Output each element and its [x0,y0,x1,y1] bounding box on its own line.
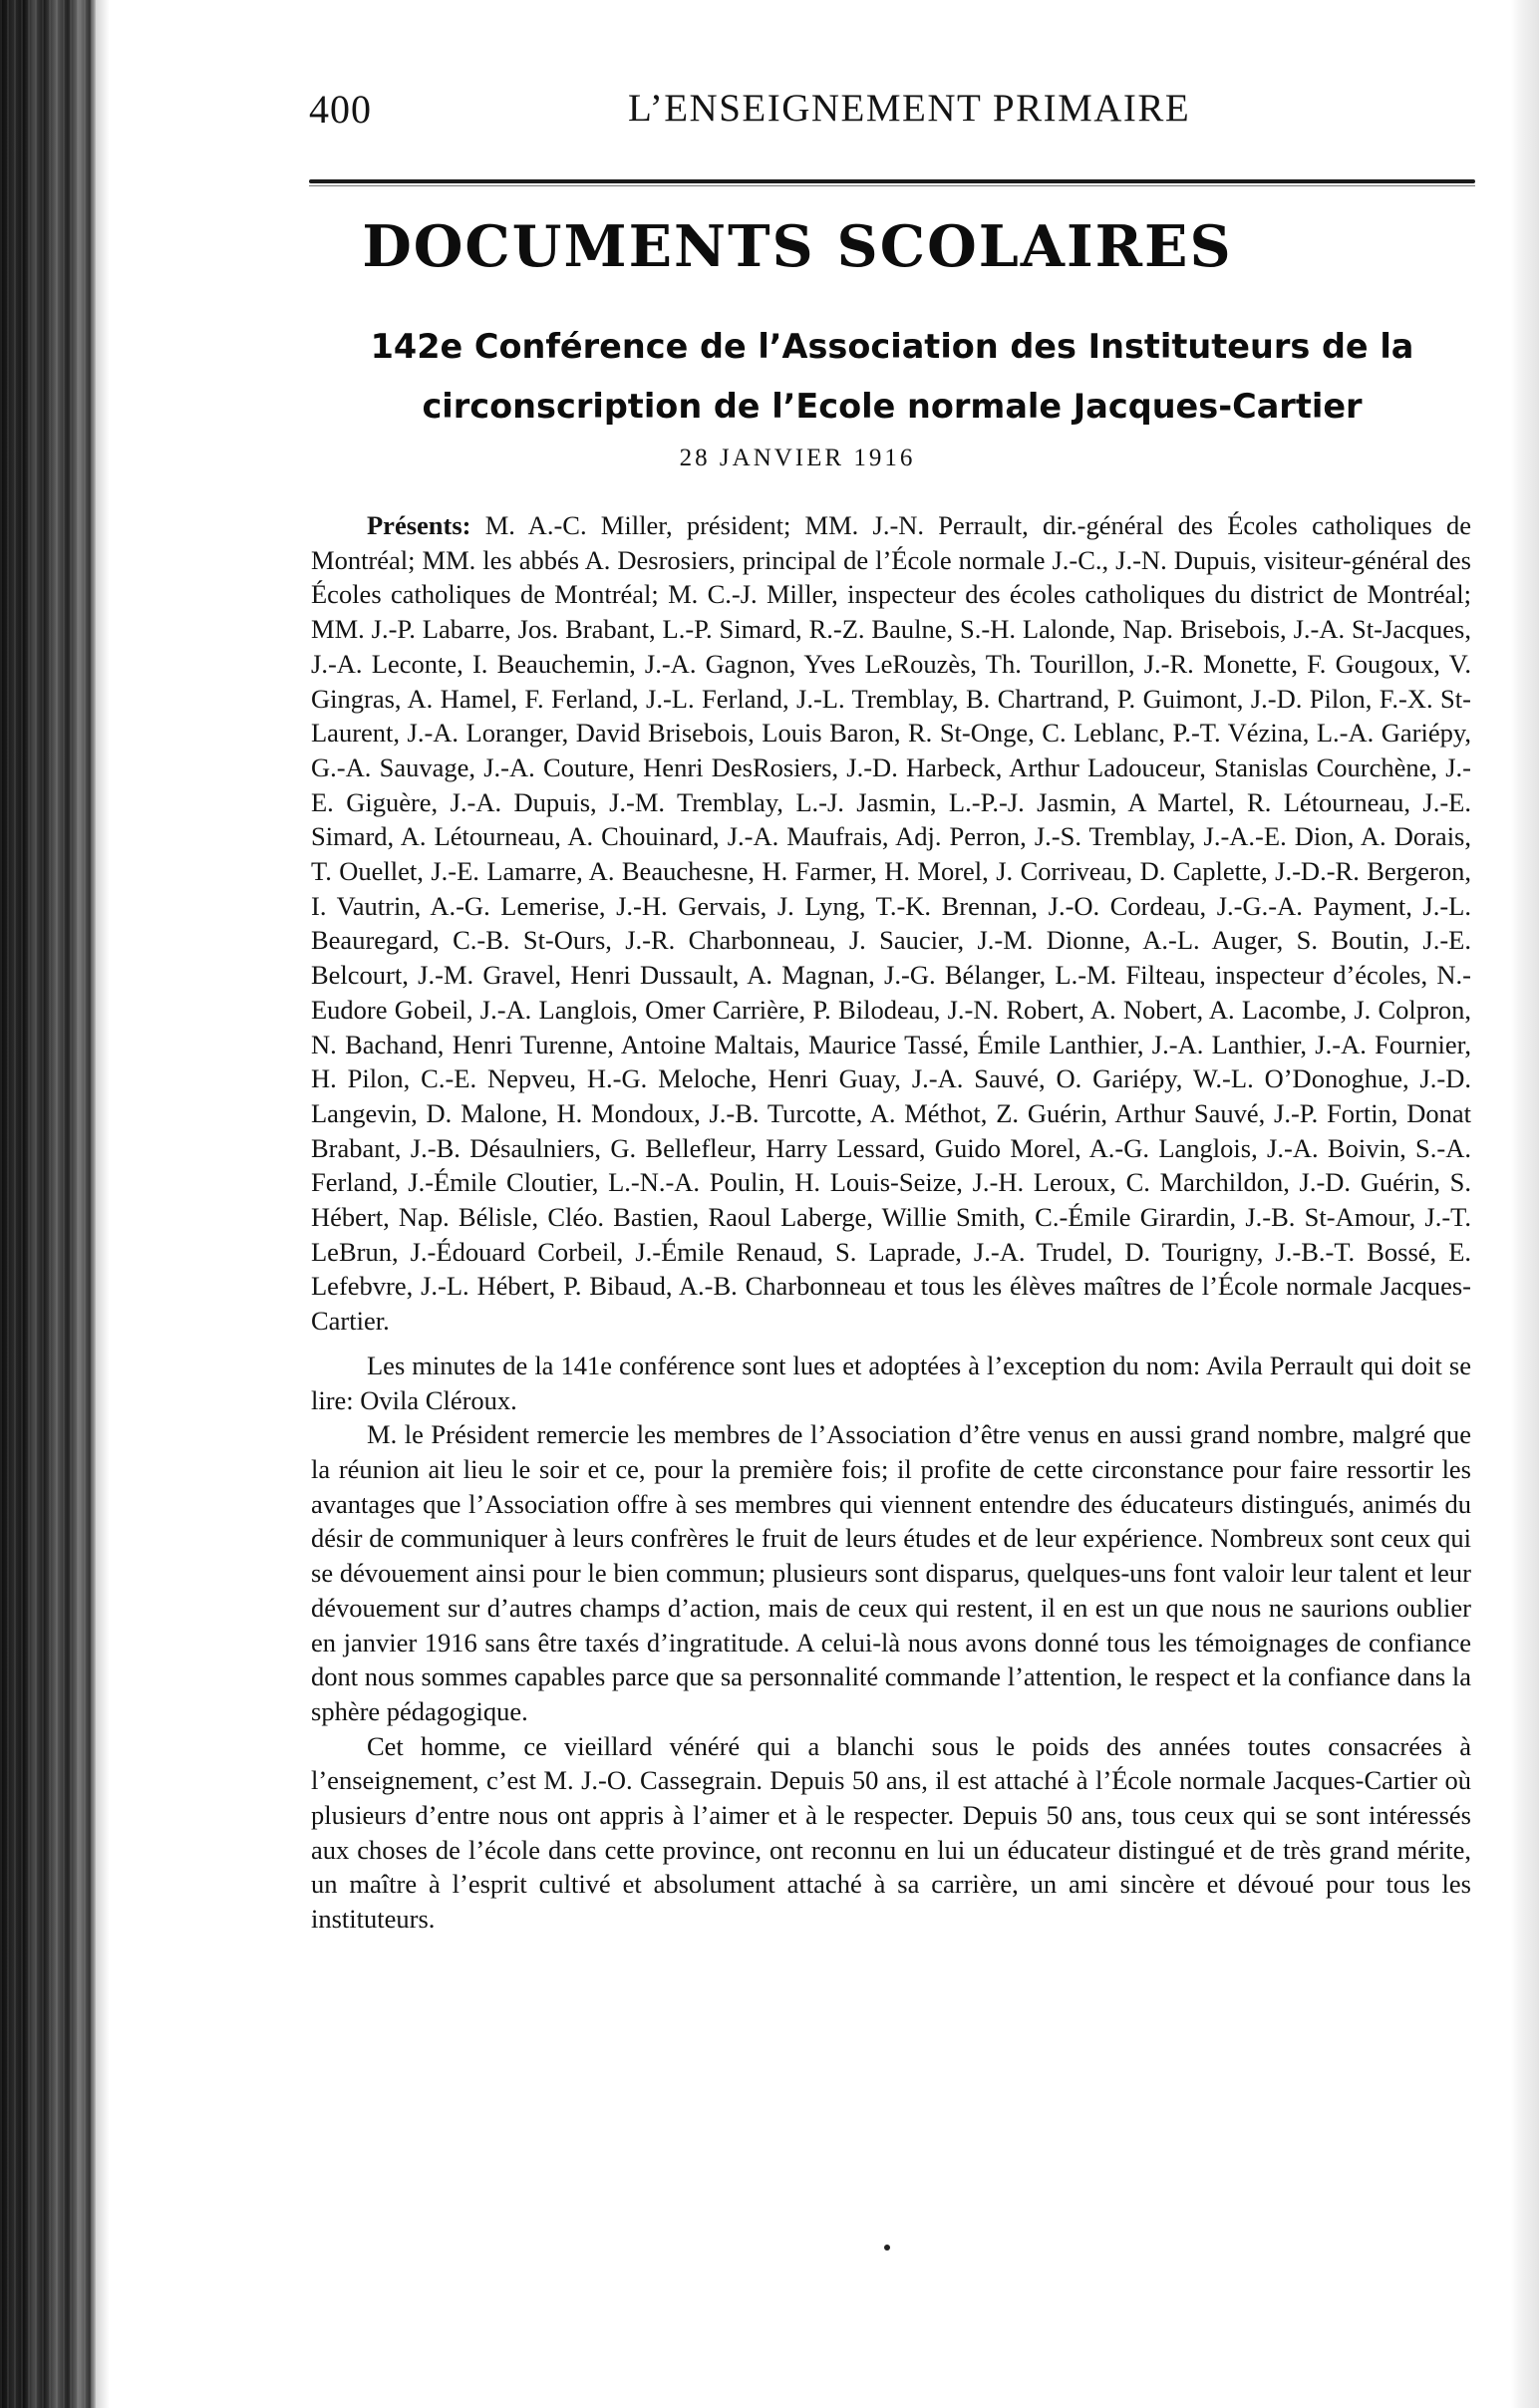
running-title: L’ENSEIGNEMENT PRIMAIRE [628,87,1191,130]
conference-subtitle: 142e Conférence de l’Association des Instituteurs de la circonscription de l’Ecole normale Jacques-Cartier [370,327,1414,426]
header-rule-thin [309,185,1475,186]
paragraph-cassegrain: Cet homme, ce vieillard vénéré qui a blanchi sous le poids des années toutes consacrées à l’enseignement, c’est M. J.-O. Cassegrain. Depuis 50 ans, il est attaché à l’École normale Jacques-Cartier où plusieurs d’entre nous ont appris à l’aimer et à le respecter. Depuis 50 ans, tous ceux qui se sont intéressés aux choses de l’école dans cette province, ont reconnu en lui un éducateur distingué et de très grand mérite, un maître à l’esprit cultivé et absolument attaché à sa carrière, un ami sincère et dévoué pour tous les instituteurs. [311,1730,1471,1935]
print-speck [884,2245,890,2251]
conference-date: 28 JANVIER 1916 [679,445,916,471]
header-rule [309,179,1475,183]
article-body [311,508,1471,1937]
paragraph-minutes: Les minutes de la 141e conférence sont lues et adoptées à l’exception du nom: Avila Perrault qui doit se lire: Ovila Cléroux. [311,1350,1471,1415]
page-number: 400 [309,87,372,132]
section-title: DOCUMENTS SCOLAIRES [362,213,1233,280]
attendees-list: M. A.-C. Miller, président; MM. J.-N. Perrault, dir.-général des Écoles catholiques de Montréal; MM. les abbés A. Desrosiers, principal de l’École normale J.-C., J.-N. Dupuis, visiteur-général des Écoles catholiques de Montréal; M. C.-J. Miller, inspecteur des écoles catholiques du district de Montréal; MM. J.-P. Labarre, Jos. Brabant, L.-P. Simard, R.-Z. Baulne, S.-H. Lalonde, Nap. Brisebois, J.-A. St-Jacques, J.-A. Leconte, I. Beauchemin, J.-A. Gagnon, Yves LeRouzès, Th. Tourillon, J.-R. Monette, F. Gougoux, V. Gingras, A. Hamel, F. Ferland, J.-L. Ferland, J.-L. Tremblay, B. Chartrand, P. Guimont, J.-D. Pilon, F.-X. St-Laurent, J.-A. Loranger, David Brisebois, Louis Baron, R. St-Onge, C. Leblanc, P.-T. Vézina, L.-A. Gariépy, G.-A. Sauvage, J.-A. Couture, Henri DesRosiers, J.-D. Harbeck, Arthur Ladouceur, Stanislas Courchène, J.-E. Giguère, J.-A. Dupuis, J.-M. Tremblay, L.-J. Jasmin, L.-P.-J. Jasmin, A Martel, R. Létourneau, J.-E. Simard, A. Létourneau, A. Chouinard, J.-A. Maufrais, Adj. Perron, J.-S. Tremblay, J.-A.-E. Dion, A. Dorais, T. Ouellet, J.-E. Lamarre, A. Beauchesne, H. Farmer, H. Morel, J. Corriveau, D. Caplette, J.-D.-R. Bergeron, I. Vautrin, A.-G. Lemerise, J.-H. Gervais, J. Lyng, T.-K. Brennan, J.-O. Cordeau, J.-G.-A. Payment, J.-L. Beauregard, C.-B. St-Ours, J.-R. Charbonneau, J. Saucier, J.-M. Dionne, A.-L. Auger, S. Boutin, J.-E. Belcourt, J.-M. Gravel, Henri Dussault, A. Magnan, J.-G. Bélanger, L.-M. Filteau, inspecteur d’écoles, N.-Eudore Gobeil, J.-A. Langlois, Omer Carrière, P. Bilodeau, J.-N. Robert, A. Nobert, A. Lacombe, J. Colpron, N. Bachand, Henri Turenne, Antoine Maltais, Maurice Tassé, Émile Lanthier, J.-A. Lanthier, J.-A. Fournier, H. Pilon, C.-E. Nepveu, H.-G. Meloche, Henri Guay, J.-A. Sauvé, O. Gariépy, W.-L. O’Donoghue, J.-D. Langevin, D. Malone, H. Mondoux, J.-B. Turcotte, A. Méthot, Z. Guérin, Arthur Sauvé, J.-P. Fortin, Donat Brabant, J.-B. Désaulniers, G. Bellefleur, Harry Lessard, Guido Morel, A.-G. Langlois, J.-A. Boivin, S.-A. Ferland, J.-Émile Cloutier, L.-N.-A. Poulin, H. Louis-Seize, J.-H. Leroux, C. Marchildon, J.-D. Guérin, S. Hébert, Nap. Bélisle, Cléo. Bastien, Raoul Laberge, Willie Smith, C.-Émile Girardin, J.-B. St-Amour, J.-T. LeBrun, J.-Édouard Corbeil, J.-Émile Renaud, S. Laprade, J.-A. Trudel, D. Tourigny, J.-B.-T. Bossé, E. Lefebvre, J.-L. Hébert, P. Bibaud, A.-B. Charbonneau et tous les élèves maîtres de l’École normale Jacques-Cartier. [311,510,1471,1337]
attendees-paragraph [311,508,1471,1339]
page-right-edge [1511,0,1539,2408]
attendees-label: Présents: [367,510,471,540]
paragraph-president: M. le Président remercie les membres de l’Association d’être venus en aussi grand nombre, malgré que la réunion ait lieu le soir et ce, pour la première fois; il profite de cette circonstance pour faire ressortir les avantages que l’Association offre à ses membres qui viennent entendre des éducateurs distingués, animés du désir de communiquer à leurs confrères le fruit de leurs études et de leur expérience. Nombreux sont ceux qui se dévouement ainsi pour le bien commun; plusieurs sont disparus, quelques-uns font valoir leur talent et leur dévouement sur d’autres champs d’action, mais de ceux qui restent, il en est un que nous ne saurions oublier en janvier 1916 sans être taxés d’ingratitude. A celui-là nous avons donné tous les témoignages de confiance dont nous sommes capables parce que sa personnalité commande l’attention, le respect et la confiance dans la sphère pédagogique. [311,1419,1471,1726]
binding-texture [0,0,96,2408]
running-header [309,86,1196,136]
page-gutter-shadow [96,0,110,2408]
